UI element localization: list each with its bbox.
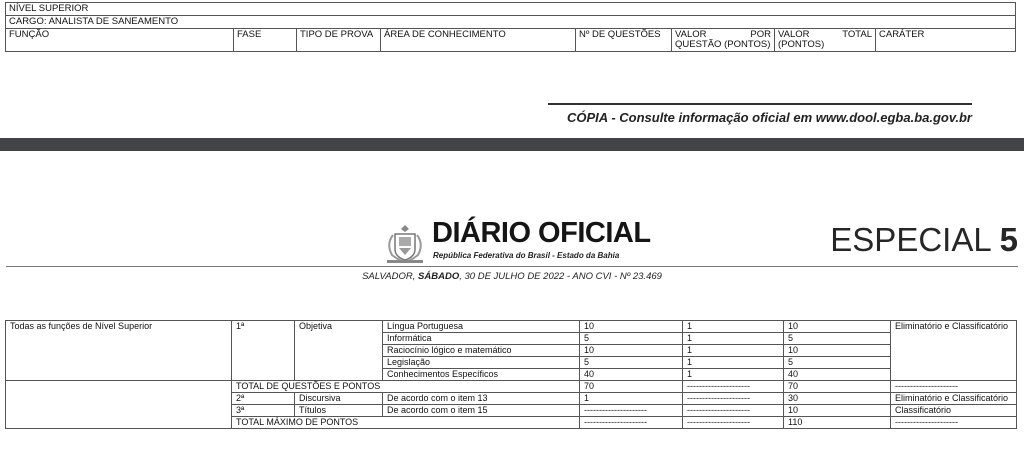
fase-cell: 1ª <box>232 321 295 381</box>
total-questoes-cell: 70 <box>580 381 683 393</box>
total-questoes-label: TOTAL DE QUESTÕES E PONTOS <box>232 381 580 393</box>
valor-cell: 1 <box>683 369 784 381</box>
total-cell: 5 <box>784 333 891 345</box>
copy-rule <box>548 103 972 105</box>
col-carater: CARÁTER <box>876 29 1016 52</box>
col-total <box>775 29 876 52</box>
funcao-cell: Todas as funções de Nível Superior <box>6 321 232 381</box>
table-row <box>6 321 1017 333</box>
table-row <box>6 381 1017 393</box>
edition-label <box>830 222 1018 258</box>
cargo-cell: CARGO: ANALISTA DE SANEAMENTO <box>6 16 1016 29</box>
header-table <box>5 2 1016 52</box>
funcao-spacer-cell <box>6 381 232 429</box>
date-rest: , 30 DE JULHO DE 2022 - ANO CVI - Nº 23.469 <box>459 271 662 282</box>
valor-cell: 1 <box>683 357 784 369</box>
col-questoes: Nº DE QUESTÕES <box>576 29 672 52</box>
date-city: SALVADOR, <box>362 271 419 282</box>
tipo-cell: Títulos <box>295 405 383 417</box>
valor-cell: 1 <box>683 345 784 357</box>
total-cell: 30 <box>784 393 891 405</box>
carater-cell: Classificatório <box>891 405 1017 417</box>
copy-notice: CÓPIA - Consulte informação oficial em www.dool.egba.ba.gov.br <box>567 110 972 125</box>
col-valor-a: VALOR <box>675 29 707 40</box>
col-tipo: TIPO DE PROVA <box>297 29 381 52</box>
area-cell: Legislação <box>383 357 580 369</box>
col-funcao: FUNÇÃO <box>6 29 234 52</box>
tipo-cell: Objetiva <box>295 321 383 381</box>
questoes-cell: 10 <box>580 321 683 333</box>
max-total-cell: 110 <box>784 417 891 429</box>
questoes-cell: 5 <box>580 333 683 345</box>
valor-cell: --------------------- <box>683 393 784 405</box>
area-cell: Informática <box>383 333 580 345</box>
page-separator <box>0 138 1024 151</box>
carater-cell: Eliminatório e Classificatório <box>891 393 1017 405</box>
total-cell: 40 <box>784 369 891 381</box>
total-carater-cell: --------------------- <box>891 381 1017 393</box>
questoes-cell: 5 <box>580 357 683 369</box>
max-label: TOTAL MÁXIMO DE PONTOS <box>232 417 580 429</box>
edition-word: ESPECIAL <box>830 221 991 258</box>
questoes-cell: 1 <box>580 393 683 405</box>
col-valor-b: POR <box>750 29 771 40</box>
area-cell: De acordo com o item 13 <box>383 393 580 405</box>
max-carater-cell: --------------------- <box>891 417 1017 429</box>
questoes-cell: --------------------- <box>580 405 683 417</box>
max-valor-cell: --------------------- <box>683 417 784 429</box>
fase-cell: 3ª <box>232 405 295 417</box>
edition-number: 5 <box>999 221 1018 258</box>
col-total-b: TOTAL <box>842 29 872 40</box>
col-total-a: VALOR <box>778 29 810 40</box>
col-valor-c: QUESTÃO (PONTOS) <box>675 39 771 50</box>
masthead-rule <box>6 266 1018 267</box>
fase-cell: 2ª <box>232 393 295 405</box>
col-total-c: (PONTOS) <box>778 39 825 50</box>
valor-cell: --------------------- <box>683 405 784 417</box>
valor-cell: 1 <box>683 333 784 345</box>
dateline <box>0 271 1024 282</box>
total-pontos-cell: 70 <box>784 381 891 393</box>
col-valor <box>672 29 775 52</box>
tipo-cell: Discursiva <box>295 393 383 405</box>
questoes-cell: 40 <box>580 369 683 381</box>
area-cell: De acordo com o item 15 <box>383 405 580 417</box>
max-questoes-cell: --------------------- <box>580 417 683 429</box>
total-cell: 10 <box>784 345 891 357</box>
area-cell: Raciocínio lógico e matemático <box>383 345 580 357</box>
total-cell: 10 <box>784 321 891 333</box>
carater-cell: Eliminatório e Classificatório <box>891 321 1017 381</box>
area-cell: Língua Portuguesa <box>383 321 580 333</box>
points-table <box>5 320 1017 429</box>
masthead-subtitle: República Federativa do Brasil - Estado da Bahia <box>433 251 620 260</box>
valor-cell: 1 <box>683 321 784 333</box>
total-valor-cell: --------------------- <box>683 381 784 393</box>
total-cell: 10 <box>784 405 891 417</box>
level-cell: NÍVEL SUPERIOR <box>6 3 1016 16</box>
questoes-cell: 10 <box>580 345 683 357</box>
total-cell: 5 <box>784 357 891 369</box>
col-fase: FASE <box>234 29 297 52</box>
col-area: ÁREA DE CONHECIMENTO <box>381 29 576 52</box>
area-cell: Conhecimentos Específicos <box>383 369 580 381</box>
bahia-coat-of-arms-icon <box>383 222 427 264</box>
date-day: SÁBADO <box>418 271 460 282</box>
masthead-title: DIÁRIO OFICIAL <box>432 217 651 249</box>
